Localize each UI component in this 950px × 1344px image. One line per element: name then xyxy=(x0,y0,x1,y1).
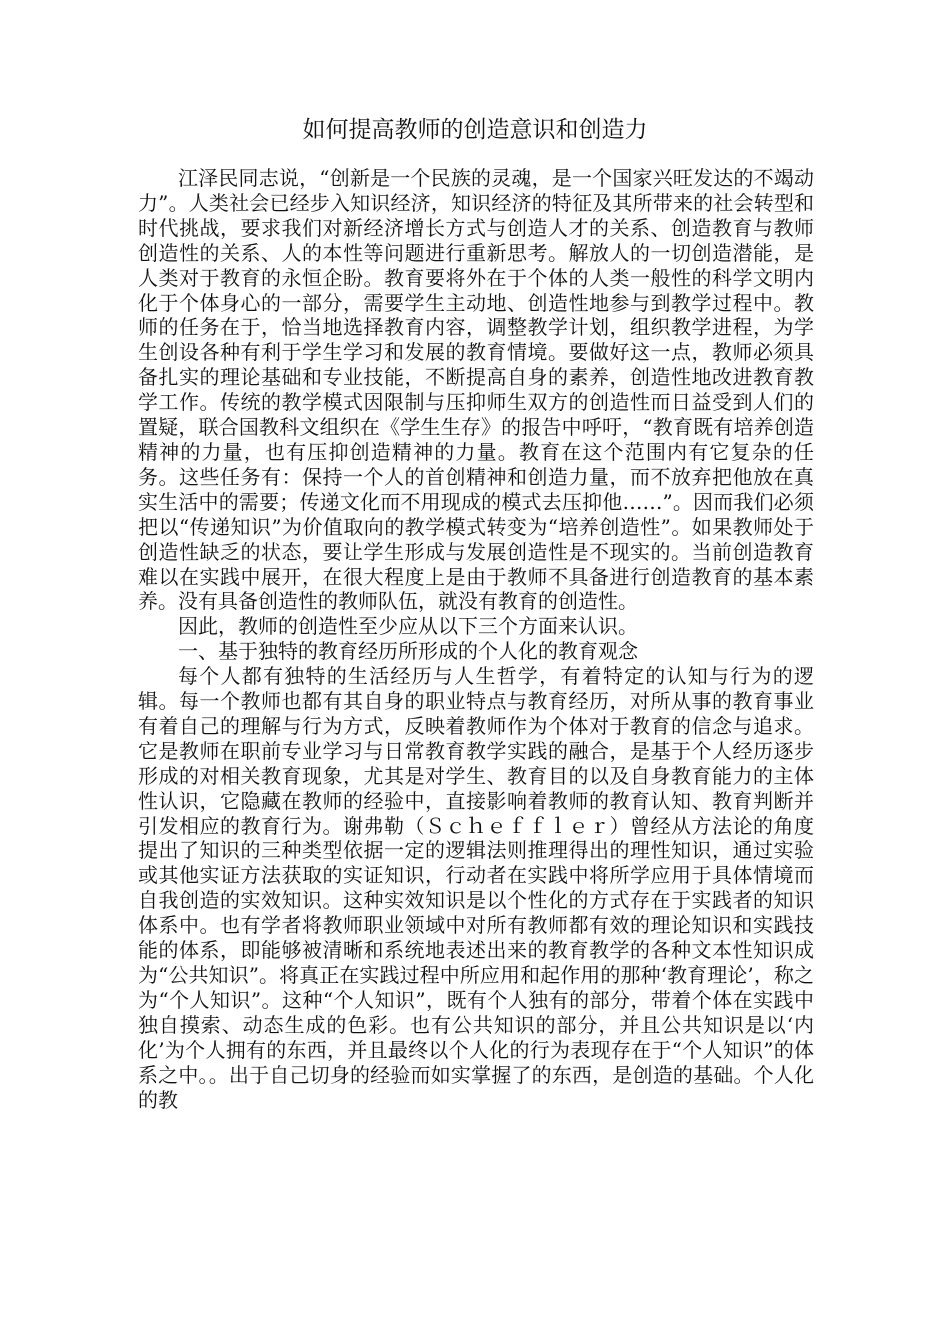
document-body xyxy=(138,166,814,1112)
document-title: 如何提高教师的创造意识和创造力 xyxy=(302,117,648,143)
paragraph-transition: 因此，教师的创造性至少应从以下三个方面来认识。 xyxy=(178,614,638,639)
paragraph-intro: 江泽民同志说，“创新是一个民族的灵魂，是一个国家兴旺发达的不竭动力”。人类社会已经步入知识经济，知识经济的特征及其所带来的社会转型和时代挑战，要求我们对新经济增长方式与创造人才的关系、创造教育与教师创造性的关系、人的本性等问题进行重新思考。解放人的一切创造潜能，是人类对于教育的永恒企盼。教育要将外在于个体的人类一般性的科学文明内化于个体身心的一部分，需要学生主动地、创造性地参与到教学过程中。教师的任务在于，恰当地选择教育内容，调整教学计划，组织教学进程，为学生创设各种有利于学生学习和发展的教育情境。要做好这一点，教师必须具备扎实的理论基础和专业技能，不断提高自身的素养，创造性地改进教育教学工作。传统的教学模式因限制与压抑师生双方的创造性而日益受到人们的置疑，联合国教科文组织在《学生生存》的报告中呼吁，“教育既有培养创造精神的力量，也有压抑创造精神的力量。教育在这个范围内有它复杂的任务。这些任务有：保持一个人的首创精神和创造力量，而不放弃把他放在真实生活中的需要；传递文化而不用现成的模式去压抑他……”。因而我们必须把以“传递知识”为价值取向的教学模式转变为“培养创造性”。如果教师处于创造性缺乏的状态，要让学生形成与发展创造性是不现实的。当前创造教育难以在实践中展开，在很大程度上是由于教师不具备进行创造教育的基本素养。没有具备创造性的教师队伍，就没有教育的创造性。 xyxy=(138,166,814,614)
section-heading-1: 一、基于独特的教育经历所形成的个人化的教育观念 xyxy=(178,639,638,664)
paragraph-section-1: 每个人都有独特的生活经历与人生哲学，有着特定的认知与行为的逻辑。每一个教师也都有其自身的职业特点与教育经历，对所从事的教育事业有着自己的理解与行为方式，反映着教师作为个体对于教育的信念与追求。它是教师在职前专业学习与日常教育教学实践的融合，是基于个人经历逐步形成的对相关教育现象，尤其是对学生、教育目的以及自身教育能力的主体性认识，它隐藏在教师的经验中，直接影响着教师的教育认知、教育判断并引发相应的教育行为。谢弗勒（Ｓｃｈｅｆｆｌｅｒ）曾经从方法论的角度提出了知识的三种类型依据一定的逻辑法则推理得出的理性知识，通过实验或其他实证方法获取的实证知识，行动者在实践中将所学应用于具体情境而自我创造的实效知识。这种实效知识是以个性化的方式存在于实践者的知识体系中。也有学者将教师职业领域中对所有教师都有效的理论知识和实践技能的体系，即能够被清晰和系统地表述出来的教育教学的各种文本性知识成为“公共知识”。将真正在实践过程中所应用和起作用的那种‘教育理论’，称之为“个人知识”。这种“个人知识”，既有个人独有的部分，带着个体在实践中独自摸索、动态生成的色彩。也有公共知识的部分，并且公共知识是以‘内化’为个人拥有的东西，并且最终以个人化的行为表现存在于“个人知识”的体系之中。。出于自己切身的经验而如实掌握了的东西，是创造的基础。个人化的教 xyxy=(138,664,814,1112)
